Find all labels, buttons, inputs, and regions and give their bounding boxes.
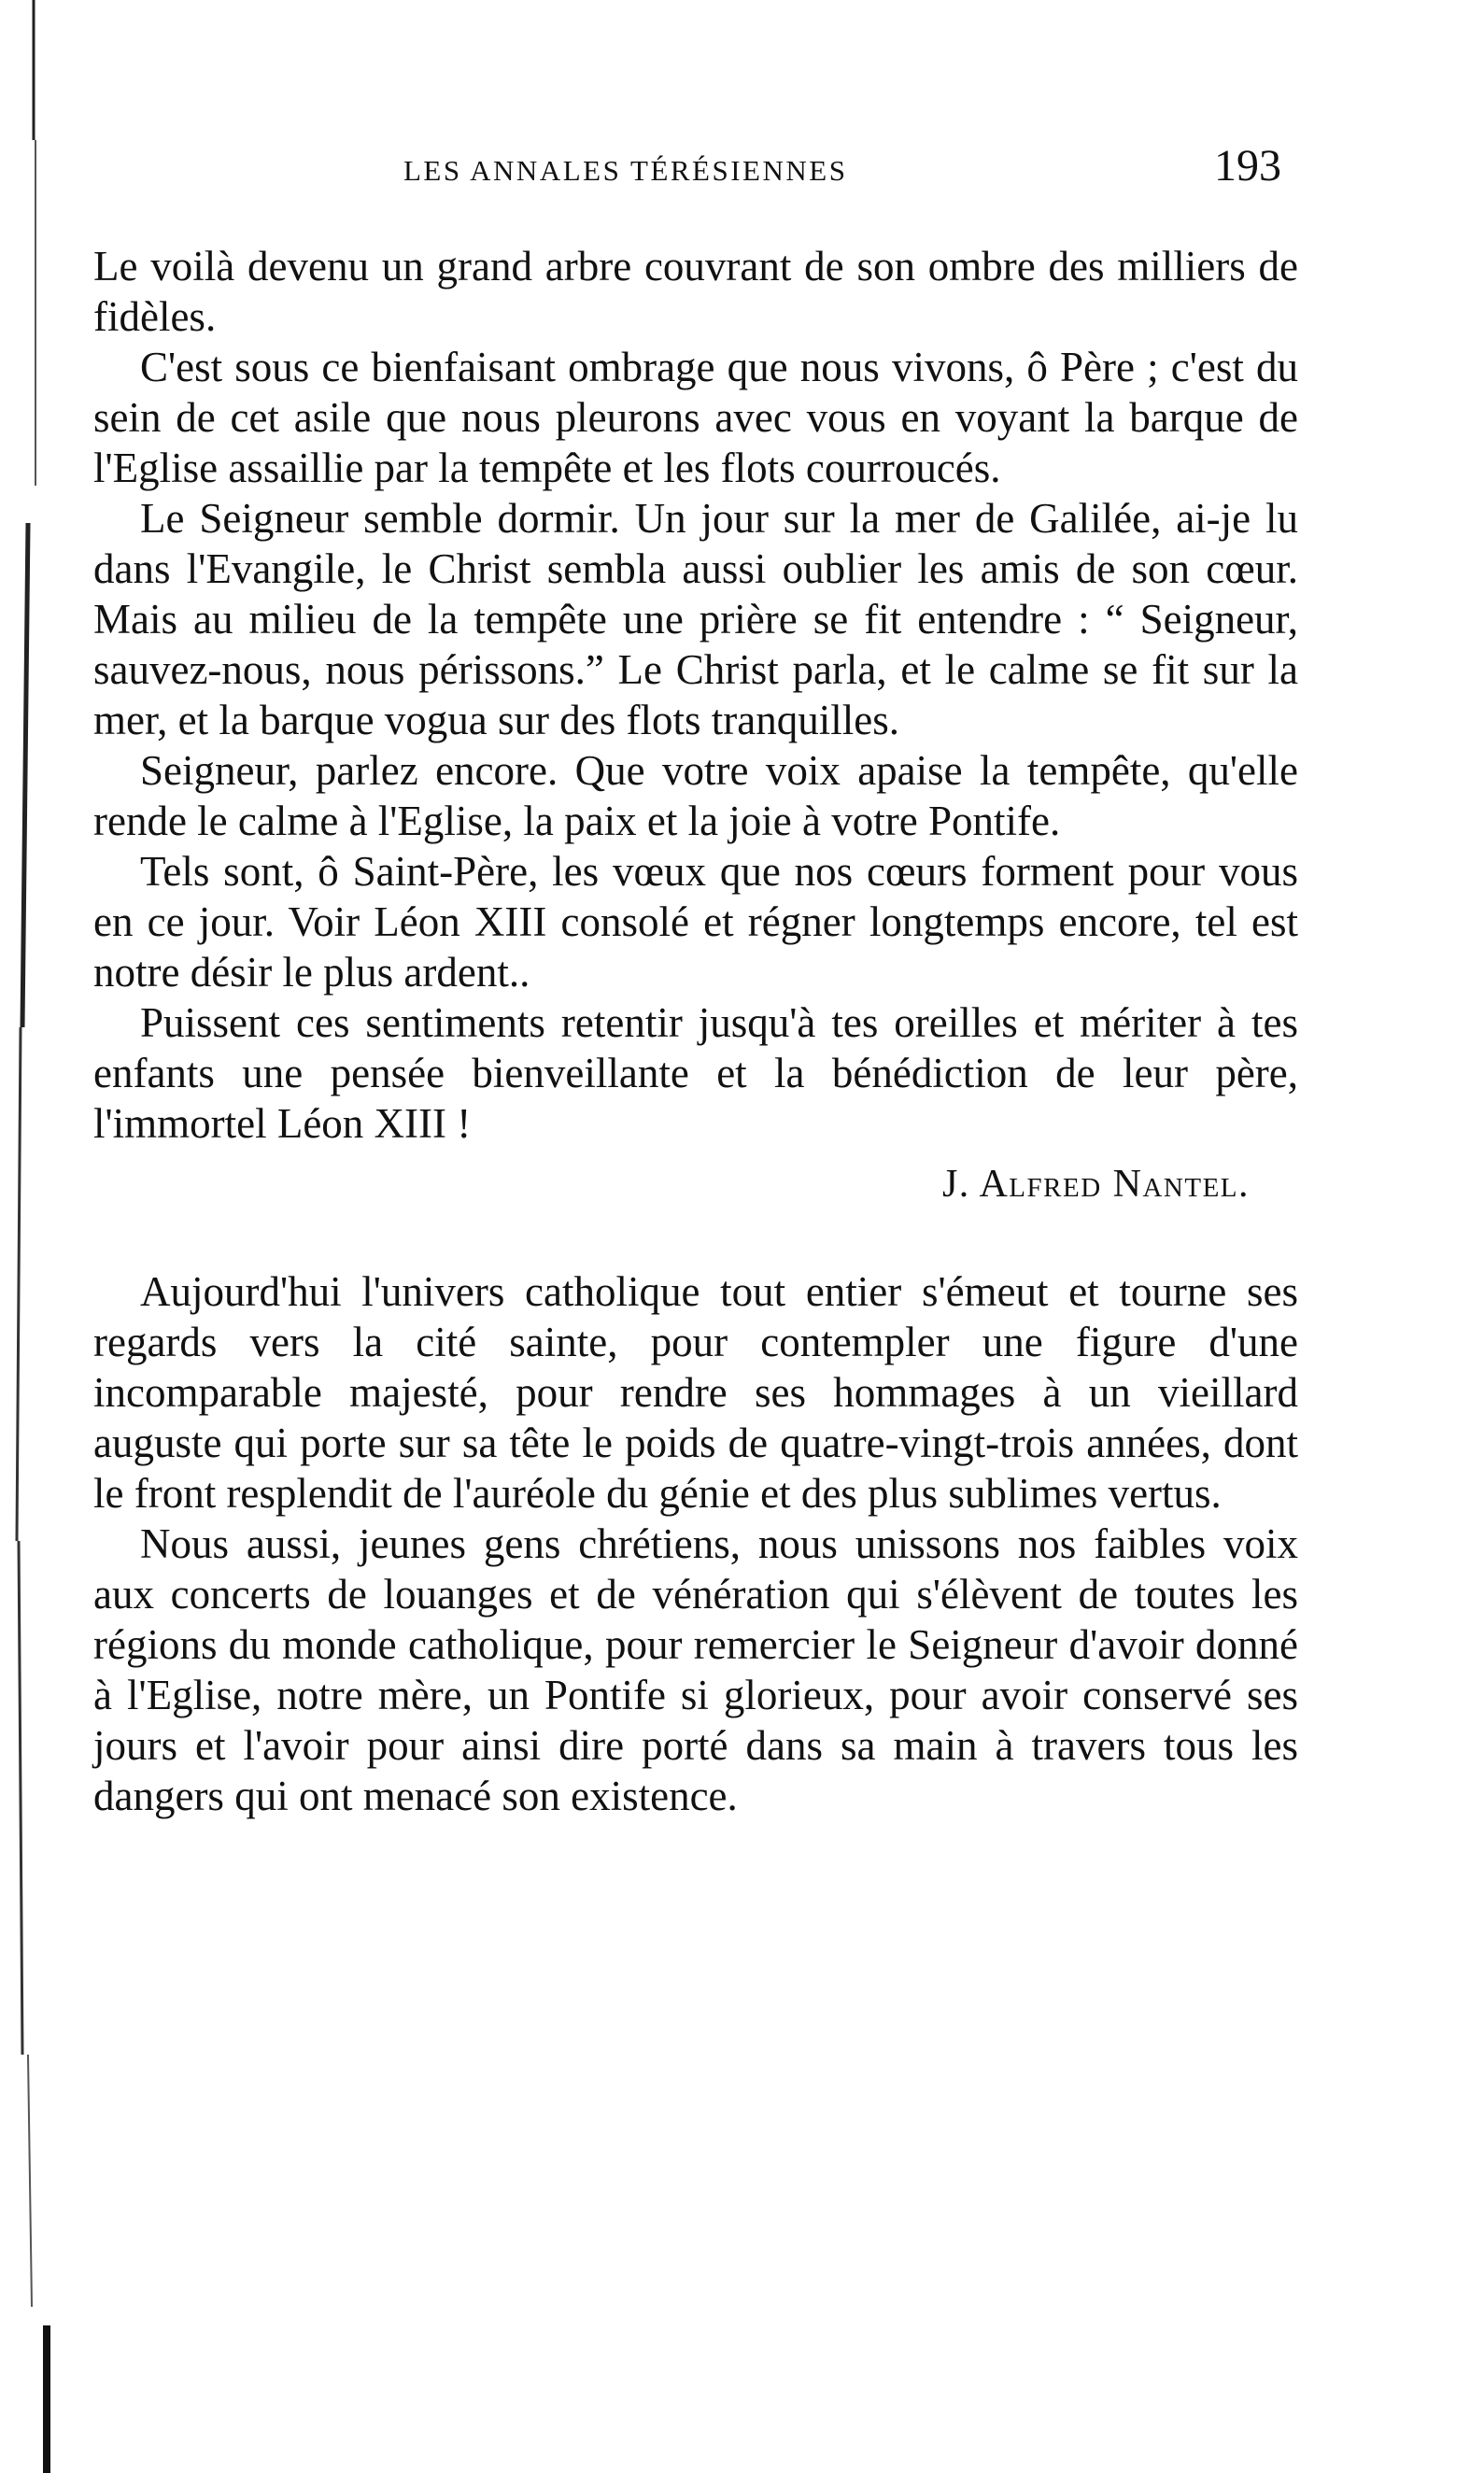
paragraph: Aujourd'hui l'univers catholique tout entier s'émeut et tourne ses regards vers la cité sainte, pour contempler une figure d'une incomparable majesté, pour rendre ses hommages à un vieillard auguste qui porte sur sa tête le poids de quatre-vingt-trois années, dont le front resplendit de l'auréole du génie et des plus sublimes vertus. bbox=[93, 1268, 1298, 1517]
running-title: LES ANNALES TÉRÉSIENNES bbox=[403, 154, 848, 187]
author-signature: J. Alfred Nantel. bbox=[941, 1163, 1250, 1206]
paragraph: Le voilà devenu un grand arbre couvrant de son ombre des milliers de fidèles. bbox=[93, 243, 1298, 340]
paragraph: Seigneur, parlez encore. Que votre voix apaise la tempête, qu'elle rende le calme à l'Eglise, la paix et la joie à votre Pontife. bbox=[93, 747, 1298, 844]
paragraph: Tels sont, ô Saint-Père, les vœux que nos cœurs forment pour vous en ce jour. Voir Léon XIII consolé et régner longtemps encore, tel est notre désir le plus ardent.. bbox=[93, 848, 1298, 996]
body-text bbox=[93, 241, 1298, 1821]
paragraph: Puissent ces sentiments retentir jusqu'à tes oreilles et mériter à tes enfants une pensée bienveillante et la bénédiction de leur père, l'immortel Léon XIII ! bbox=[93, 999, 1298, 1147]
page-number: 193 bbox=[1214, 141, 1281, 191]
paragraph: Nous aussi, jeunes gens chrétiens, nous unissons nos faibles voix aux concerts de louanges et de vénération qui s'élèvent de toutes les régions du monde catholique, pour remercier le Seigneur d'avoir donné à l'Eglise, notre mère, un Pontife si glorieux, pour avoir conservé ses jours et l'avoir pour ainsi dire porté dans sa main à travers tous les dangers qui ont menacé son existence. bbox=[93, 1520, 1298, 1819]
paragraph: Le Seigneur semble dormir. Un jour sur la mer de Galilée, ai-je lu dans l'Evangile, le Christ sembla aussi oublier les amis de son cœur. Mais au milieu de la tempête une prière se fit entendre : “ Seigneur, sauvez-nous, nous périssons.” Le Christ parla, et le calme se fit sur la mer, et la barque vogua sur des flots tranquilles. bbox=[93, 495, 1298, 743]
paragraph: C'est sous ce bienfaisant ombrage que nous vivons, ô Père ; c'est du sein de cet asile que nous pleurons avec vous en voyant la barque de l'Eglise assaillie par la tempête et les flots courroucés. bbox=[93, 344, 1298, 491]
